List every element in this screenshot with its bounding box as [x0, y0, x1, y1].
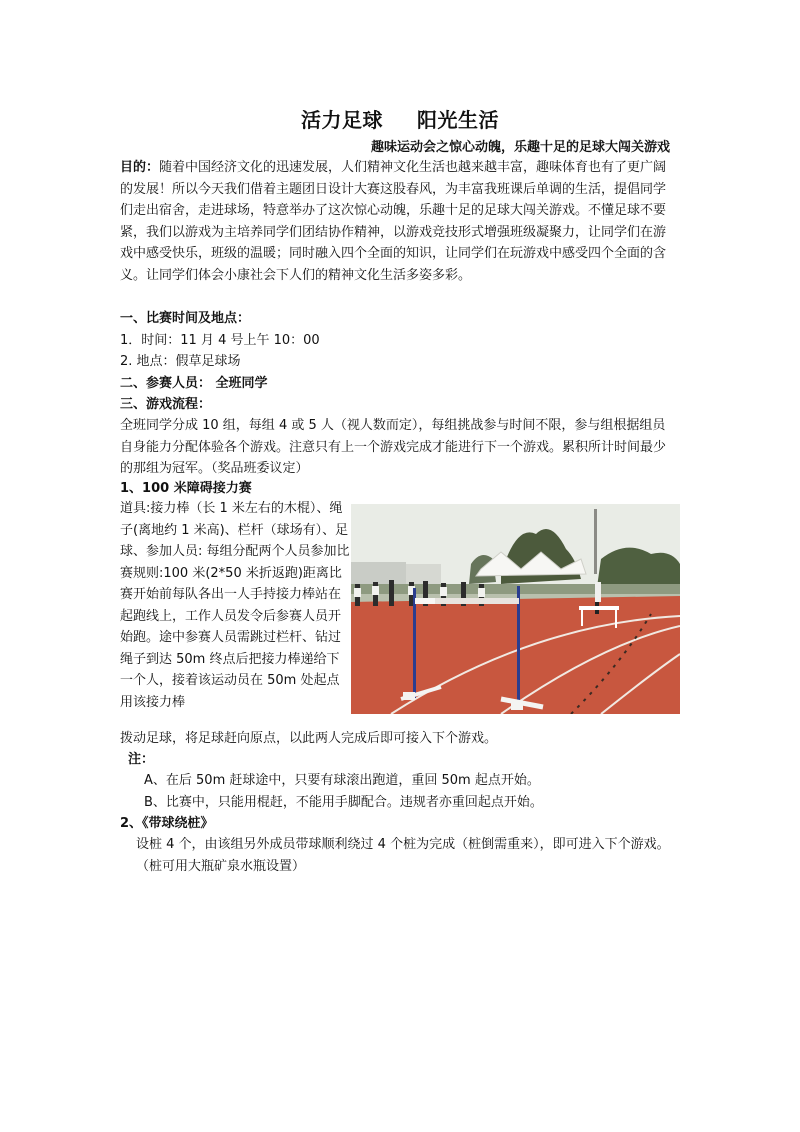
track-hurdle-photo: [351, 504, 680, 714]
section3-paragraph: 全班同学分成 10 组，每组 4 或 5 人（视人数而定），每组挑战参与时间不限，参与组根据组员自身能力分配体验各个游戏。注意只有上一个游戏完成才能进行下一个游戏。累积所计时间最少的那组为冠军。（奖品班委议定）: [120, 418, 667, 476]
section3-heading: 三、游戏流程：: [120, 397, 212, 412]
game1-paragraph-tail: 拨动足球，将足球赶向原点，以此两人完成后即可接入下个游戏。: [120, 731, 498, 746]
section2-heading: 二、参赛人员： 全班同学: [120, 376, 268, 391]
purpose-paragraph: [120, 157, 678, 286]
section1-time: 1．时间：11 月 4 号上午 10：00: [120, 333, 320, 348]
game1-heading: 1、100 米障碍接力赛: [120, 481, 252, 496]
game2-heading: 2、《带球绕桩》: [120, 816, 214, 831]
purpose-label: 目的：: [120, 160, 160, 175]
note-a: A、在后 50m 赶球途中，只要有球滚出跑道，重回 50m 起点开始。: [144, 773, 540, 788]
title-part-1: 活力足球: [301, 108, 383, 132]
section1-place: 2. 地点：假草足球场: [120, 354, 241, 369]
page-subtitle: 趣味运动会之惊心动魄，乐趣十足的足球大闯关游戏: [370, 140, 670, 155]
game1-paragraph: 道具:接力棒（长 1 米左右的木棍）、绳子(离地约 1 米高)、栏杆（球场有）、足球、参加人员: 每组分配两个人员参加比赛规则:100 米(2*50 米折返跑)距离比赛开始前每队各出一人手持接力棒站在起跑线上，工作人员发令后参赛人员开始跑。途中参赛人员需跳过栏杆、钻过绳子到达 50m 终点后把接力棒递给下一个人，接着该运动员在 50m 处起点用该接力棒: [120, 501, 350, 710]
title-part-2: 阳光生活: [417, 108, 499, 132]
game2-paragraph: 设桩 4 个，由该组另外成员带球顺利绕过 4 个桩为完成（桩倒需重来），即可进入下个游戏。（桩可用大瓶矿泉水瓶设置）: [136, 837, 670, 874]
section1-heading: 一、比赛时间及地点：: [120, 311, 251, 326]
page-title: [120, 104, 680, 133]
purpose-text: 随着中国经济文化的迅速发展，人们精神文化生活也越来越丰富，趣味体育也有了更广阔的发展！所以今天我们借着主题团日设计大赛这股春风，为丰富我班课后单调的生活，提倡同学们走出宿舍，走进球场，特意举办了这次惊心动魄，乐趣十足的足球大闯关游戏。不懂足球不要紧，我们以游戏为主培养同学们团结协作精神，以游戏竞技形式增强班级凝聚力，让同学们在游戏中感受快乐，班级的温暖；同时融入四个全面的知识，让同学们在玩游戏中感受四个全面的含义。让同学们体会小康社会下人们的精神文化生活多姿多彩。: [120, 160, 667, 283]
notes-heading: 注：: [128, 752, 155, 767]
note-b: B、比赛中，只能用棍赶，不能用手脚配合。违规者亦重回起点开始。: [144, 795, 543, 810]
